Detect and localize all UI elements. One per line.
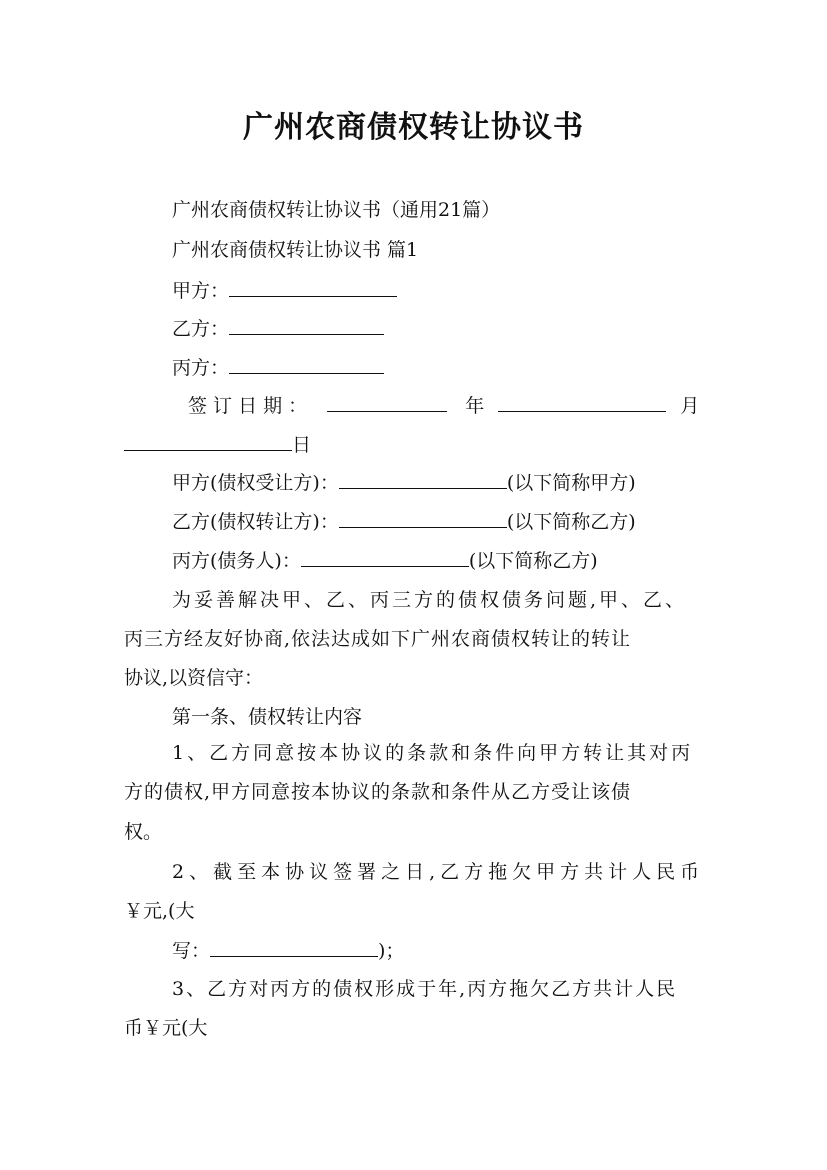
signing-month-label: 月 [680,395,700,417]
party-a-role-label: 甲方(债权受让方)： [172,472,339,494]
party-b-line [172,316,384,341]
signing-day-label: 日 [292,434,312,456]
intro-line-3: 协议,以资信守： [124,667,264,689]
signing-year-blank[interactable] [327,393,447,412]
intro-line-2: 丙三方经友好协商,依法达成如下广州农商债权转让的转让 [124,628,632,650]
party-a-blank[interactable] [229,278,397,297]
clause-3-line-1: 3、乙方对丙方的债权形成于年,丙方拖欠乙方共计人民 [172,978,678,1000]
party-c-role-label: 丙方(债务人)： [172,550,301,572]
clause-3-line-2: 币￥元(大 [124,1017,208,1039]
document-title: 广州农商债权转让协议书 [243,110,584,145]
party-a-role-blank[interactable] [339,470,507,489]
party-a-line [172,278,397,303]
party-c-blank[interactable] [229,355,384,374]
party-b-blank[interactable] [229,316,384,335]
clause-2-line-2: ￥元,(大 [124,900,195,922]
signing-day-line [124,432,311,457]
signing-date-line [188,393,699,418]
party-a-label: 甲方： [172,280,230,302]
signing-year-label: 年 [465,395,485,417]
signing-month-blank[interactable] [498,393,666,412]
intro-line-1: 为妥善解决甲、乙、丙三方的债权债务问题,甲、乙、 [172,589,688,611]
clause-2-line-3 [172,938,404,963]
party-a-role-suffix: (以下简称甲方) [506,472,636,494]
party-a-role-line [172,470,636,495]
party-c-role-suffix: (以下简称乙方) [468,550,598,572]
clause-2-line-1: 2、截至本协议签署之日,乙方拖欠甲方共计人民币 [172,861,705,883]
clause-1-line-2: 方的债权,甲方同意按本协议的条款和条件从乙方受让该债 [124,781,632,803]
party-b-role-suffix: (以下简称乙方) [506,511,636,533]
party-c-role-blank[interactable] [301,548,469,567]
signing-day-blank[interactable] [124,432,292,451]
clause-1-line-1: 1、乙方同意按本协议的条款和条件向甲方转让其对丙 [172,742,694,764]
clause-2-amount-suffix: )； [378,940,405,962]
party-c-line [172,355,384,380]
clause-1-line-3: 权。 [124,821,163,843]
document-subtitle: 广州农商债权转让协议书（通用21篇） [172,199,501,221]
section-heading: 广州农商债权转让协议书 篇1 [172,239,419,261]
clause-2-amount-label: 写： [172,940,211,962]
party-c-label: 丙方： [172,357,230,379]
party-b-role-label: 乙方(债权转让方)： [172,511,339,533]
party-b-role-blank[interactable] [339,509,507,528]
party-b-role-line [172,509,636,534]
signing-date-label: 签 订 日 期 ： [188,395,308,417]
article-1-heading: 第一条、债权转让内容 [172,706,363,728]
clause-2-amount-blank[interactable] [210,938,378,957]
party-b-label: 乙方： [172,318,230,340]
party-c-role-line [172,548,598,573]
